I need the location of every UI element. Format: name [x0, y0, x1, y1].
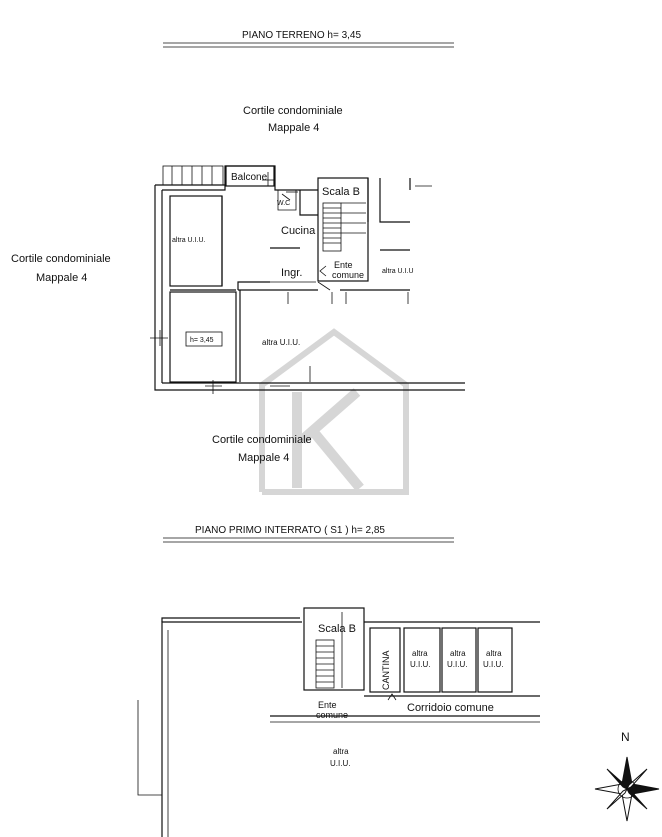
altra-2-line1: altra [450, 649, 466, 658]
altra-3-line2: U.I.U. [483, 660, 504, 669]
basement-corridoio: Corridoio comune [407, 702, 494, 714]
basement-altra-bottom-line2: U.I.U. [330, 759, 351, 768]
altra-3-line1: altra [486, 649, 502, 658]
courtyard-bottom-line2: Mappale 4 [238, 452, 290, 464]
courtyard-bottom-line1: Cortile condominiale [212, 434, 312, 446]
room-ingresso: Ingr. [281, 267, 303, 279]
room-altra-left: altra U.I.U. [172, 237, 206, 244]
room-scala-b: Scala B [322, 186, 360, 198]
basement-ente-line1: Ente [318, 700, 337, 710]
basement-altra-bottom-line1: altra [333, 747, 349, 756]
room-balcone: Balcone [231, 172, 268, 183]
basement-header [163, 525, 454, 542]
altra-1-line2: U.I.U. [410, 660, 431, 669]
north-label: N [621, 730, 630, 744]
room-wc: W.C [277, 200, 291, 207]
ground-floor-header [163, 30, 454, 47]
ente-comune-line2: comune [332, 270, 365, 280]
room-altra-main: altra U.I.U. [262, 338, 301, 347]
basement-plan [138, 608, 540, 837]
room-altra-right: altra U.I.U [382, 268, 414, 275]
basement-scala-b: Scala B [318, 623, 356, 635]
ground-floor-plan [150, 166, 465, 394]
courtyard-top-line1: Cortile condominiale [243, 105, 343, 117]
basement-cantina: CANTINA [381, 650, 391, 690]
watermark-logo [262, 332, 406, 492]
courtyard-top-line2: Mappale 4 [268, 122, 320, 134]
altra-1-line1: altra [412, 649, 428, 658]
courtyard-left-line1: Cortile condominiale [11, 253, 111, 265]
basement-ente-line2: comune [316, 710, 349, 720]
basement-title: PIANO PRIMO INTERRATO ( S1 ) h= 2,85 [195, 525, 385, 536]
room-cucina: Cucina [281, 225, 316, 237]
ente-comune-line1: Ente [334, 260, 353, 270]
height-tag: h= 3,45 [190, 337, 214, 344]
compass-rose [595, 757, 659, 821]
ground-floor-title: PIANO TERRENO h= 3,45 [242, 30, 362, 41]
altra-2-line2: U.I.U. [447, 660, 468, 669]
courtyard-left-line2: Mappale 4 [36, 272, 88, 284]
